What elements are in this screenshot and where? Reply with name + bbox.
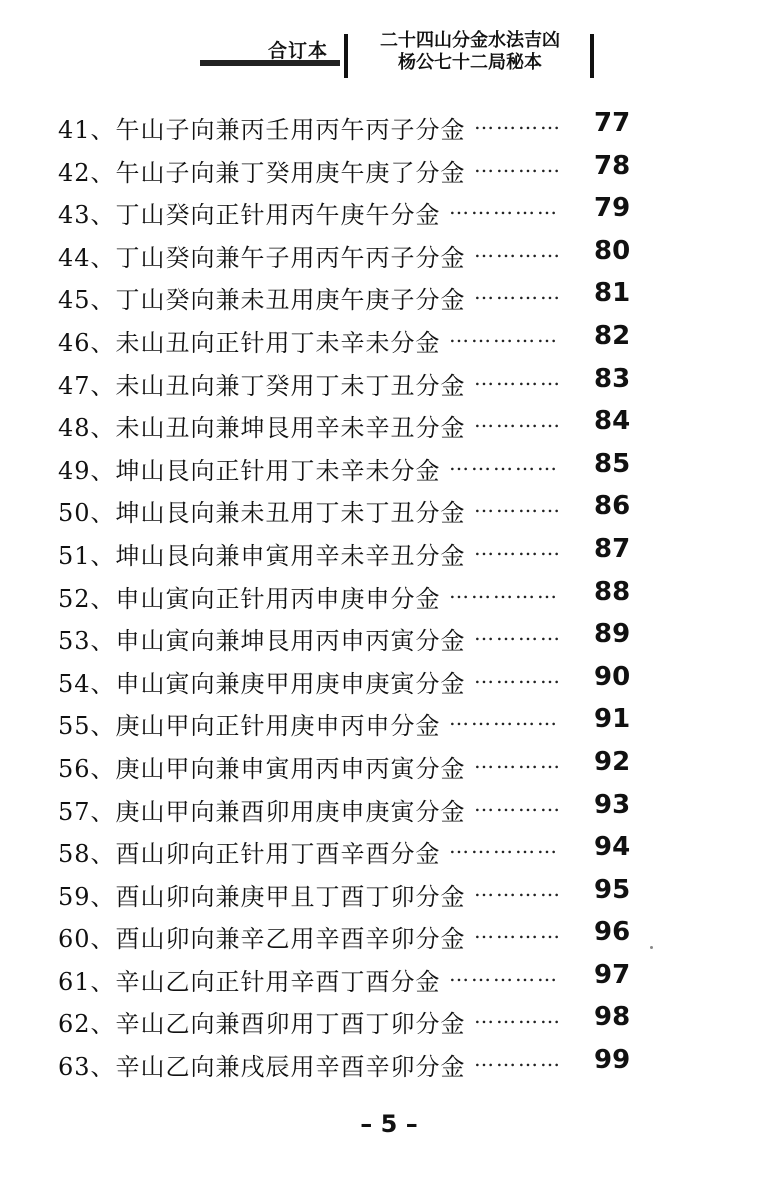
toc-page-number: 98 (594, 1002, 631, 1033)
toc-entry-title: 53、申山寅向兼坤艮用丙申丙寅分金 (58, 627, 466, 656)
toc-leader-dots: ………… (474, 621, 562, 646)
toc-page-number: 89 (594, 619, 631, 650)
page-header (0, 28, 778, 80)
toc-entry-title: 49、坤山艮向正针用丁未辛未分金 (58, 456, 441, 485)
toc-leader-dots: ………… (474, 876, 562, 901)
toc-page-number: 84 (594, 406, 631, 437)
toc-leader-dots: ………… (474, 408, 562, 433)
toc-leader-dots: ………… (474, 237, 562, 262)
toc-row (0, 234, 778, 277)
toc-leader-dots: ………… (474, 1047, 562, 1072)
toc-leader-dots: ………… (474, 748, 562, 773)
toc-leader-dots: ………… (474, 493, 562, 518)
header-right-title (354, 30, 586, 74)
toc-page-number: 92 (594, 746, 631, 777)
toc-entry-title: 50、坤山艮向兼未丑用丁未丁丑分金 (58, 499, 466, 528)
toc-leader-dots: ………… (474, 535, 562, 560)
toc-page-number: 88 (594, 576, 631, 607)
toc-row (0, 915, 778, 958)
page-number: – 5 – (360, 1110, 418, 1138)
toc-page-number: 87 (594, 533, 631, 564)
toc-page-number: 85 (594, 448, 631, 479)
toc-page-number: 91 (594, 704, 631, 735)
toc-row (0, 617, 778, 660)
toc-row (0, 489, 778, 532)
toc-entry-title: 42、午山子向兼丁癸用庚午庚了分金 (58, 158, 466, 187)
toc-page-number: 86 (594, 491, 631, 522)
toc-row (0, 447, 778, 490)
toc-row (0, 106, 778, 149)
toc-entry-title: 47、未山丑向兼丁癸用丁未丁丑分金 (58, 371, 466, 400)
toc-row (0, 191, 778, 234)
toc-leader-dots: ………… (474, 110, 562, 134)
toc-page-number: 94 (594, 832, 631, 863)
toc-page-number: 81 (594, 278, 631, 309)
header-title-line1: 二十四山分金水法吉凶 (380, 30, 560, 51)
toc-leader-dots: ………… (474, 152, 562, 177)
header-title-line2: 杨公七十二局秘本 (398, 52, 542, 73)
toc-row (0, 873, 778, 916)
toc-row (0, 702, 778, 745)
header-divider-left (344, 34, 348, 78)
toc-leader-dots: ………… (474, 791, 562, 816)
scan-speck (650, 946, 653, 949)
toc-row (0, 404, 778, 447)
toc-leader-dots: …………… (449, 578, 559, 603)
toc-leader-dots: ………… (474, 1004, 562, 1029)
toc-leader-dots: …………… (449, 195, 559, 220)
toc-entry-title: 54、申山寅向兼庚甲用庚申庚寅分金 (58, 669, 466, 698)
toc-leader-dots: ………… (474, 280, 562, 305)
toc-entry-title: 57、庚山甲向兼酉卯用庚申庚寅分金 (58, 797, 466, 826)
header-divider-right (590, 34, 594, 78)
toc-entry-title: 41、午山子向兼丙壬用丙午丙子分金 (58, 116, 466, 144)
toc-page-number: 95 (594, 874, 631, 905)
toc-entry-title: 55、庚山甲向正针用庚申丙申分金 (58, 712, 441, 741)
toc-entry-title: 62、辛山乙向兼酉卯用丁酉丁卯分金 (58, 1010, 466, 1039)
toc-page-number: 78 (594, 150, 631, 181)
toc-row (0, 1043, 778, 1086)
header-left-title: 合订本 (268, 40, 329, 62)
toc-leader-dots: …………… (449, 961, 559, 986)
toc-entry-title: 45、丁山癸向兼未丑用庚午庚子分金 (58, 286, 466, 315)
toc-row (0, 362, 778, 405)
toc-entry-title: 59、酉山卯向兼庚甲且丁酉丁卯分金 (58, 882, 466, 911)
toc-leader-dots: …………… (449, 450, 559, 475)
toc-row (0, 149, 778, 192)
toc-page-number: 90 (594, 661, 631, 692)
toc-row (0, 1000, 778, 1043)
toc-row (0, 788, 778, 831)
toc-leader-dots: …………… (449, 706, 559, 731)
toc-row (0, 319, 778, 362)
toc-entry-title: 46、未山丑向正针用丁未辛未分金 (58, 328, 441, 357)
toc-row (0, 745, 778, 788)
toc-entry-title: 51、坤山艮向兼申寅用辛未辛丑分金 (58, 541, 466, 570)
toc-entry-title: 44、丁山癸向兼午子用丙午丙子分金 (58, 243, 466, 272)
toc-row (0, 958, 778, 1001)
table-of-contents (0, 106, 778, 1086)
toc-leader-dots: …………… (449, 322, 559, 347)
toc-entry-title: 63、辛山乙向兼戌辰用辛酉辛卯分金 (58, 1053, 466, 1082)
toc-leader-dots: ………… (474, 663, 562, 688)
toc-page-number: 97 (594, 959, 631, 990)
toc-entry-title: 56、庚山甲向兼申寅用丙申丙寅分金 (58, 754, 466, 783)
toc-entry-title: 61、辛山乙向正针用辛酉丁酉分金 (58, 967, 441, 996)
toc-leader-dots: ………… (474, 919, 562, 944)
toc-entry-title: 43、丁山癸向正针用丙午庚午分金 (58, 201, 441, 230)
toc-row (0, 532, 778, 575)
toc-page-number: 96 (594, 917, 631, 948)
toc-row (0, 276, 778, 319)
toc-row (0, 830, 778, 873)
toc-page-number: 83 (594, 363, 631, 394)
toc-entry-title: 48、未山丑向兼坤艮用辛未辛丑分金 (58, 414, 466, 443)
toc-row (0, 660, 778, 703)
toc-page-number: 99 (594, 1045, 631, 1076)
toc-page-number: 77 (594, 108, 631, 138)
toc-entry-title: 58、酉山卯向正针用丁酉辛酉分金 (58, 840, 441, 869)
toc-leader-dots: …………… (449, 834, 559, 859)
toc-page-number: 82 (594, 320, 631, 351)
toc-page-number: 80 (594, 235, 631, 266)
toc-page-number: 79 (594, 193, 631, 224)
toc-page-number: 93 (594, 789, 631, 820)
toc-leader-dots: ………… (474, 365, 562, 390)
toc-row (0, 575, 778, 618)
toc-entry-title: 52、申山寅向正针用丙申庚申分金 (58, 584, 441, 613)
toc-entry-title: 60、酉山卯向兼辛乙用辛酉辛卯分金 (58, 925, 466, 954)
